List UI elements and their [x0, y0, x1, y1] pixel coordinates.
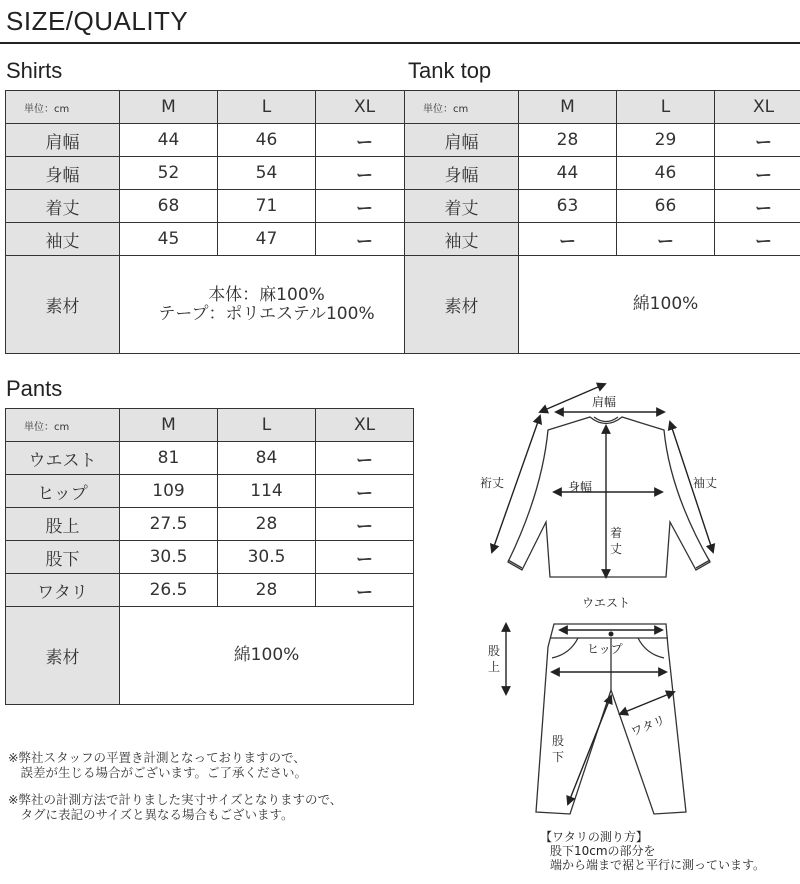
table-row	[405, 157, 800, 190]
column-header: XL	[316, 91, 414, 124]
material-row	[405, 256, 800, 354]
measurement-diagram	[470, 372, 800, 880]
material-value	[120, 607, 414, 705]
table-row	[405, 124, 800, 157]
row-label: 袖丈	[6, 223, 120, 256]
cell-value: 27.5	[120, 508, 218, 541]
cell-value: 45	[120, 223, 218, 256]
cell-value: 66	[617, 190, 715, 223]
cell-value: 30.5	[120, 541, 218, 574]
note-line: 誤差が生じる場合がございます。ご了承ください。	[8, 765, 307, 780]
note-measurement-error	[8, 750, 307, 780]
cell-value: ー	[316, 223, 414, 256]
table-row	[6, 475, 414, 508]
label-thigh: ワタリ	[628, 711, 668, 740]
shirt-outline	[508, 417, 710, 577]
page-title: SIZE/QUALITY	[6, 6, 188, 37]
cell-value: ー	[316, 190, 414, 223]
material-label: 素材	[6, 256, 120, 354]
shirts-size-table	[5, 90, 414, 354]
row-label: 肩幅	[6, 124, 120, 157]
cell-value: 28	[218, 508, 316, 541]
cell-value: ー	[715, 190, 800, 223]
label-rise-bottom: 上	[488, 658, 500, 675]
cell-value: ー	[715, 223, 800, 256]
column-header: M	[519, 91, 617, 124]
unit-label: 単位：cm	[405, 91, 519, 124]
tank-top-title: Tank top	[408, 58, 491, 84]
cell-value: 44	[519, 157, 617, 190]
pants-title: Pants	[6, 376, 62, 402]
material-value	[120, 256, 414, 354]
label-hip: ヒップ	[587, 640, 623, 657]
cell-value: ー	[316, 475, 414, 508]
unit-label: 単位：cm	[6, 409, 120, 442]
row-label: 身幅	[405, 157, 519, 190]
table-row	[405, 223, 800, 256]
thigh-measurement-caption	[540, 830, 765, 872]
cell-value: 71	[218, 190, 316, 223]
cell-value: ー	[316, 574, 414, 607]
column-header: L	[617, 91, 715, 124]
cell-value: ー	[715, 157, 800, 190]
table-row	[405, 190, 800, 223]
row-label: 身幅	[6, 157, 120, 190]
unit-label: 単位：cm	[6, 91, 120, 124]
label-shoulder: 肩幅	[592, 393, 616, 410]
column-header: L	[218, 91, 316, 124]
column-header: XL	[715, 91, 800, 124]
shirts-title: Shirts	[6, 58, 62, 84]
material-line: 綿100%	[519, 295, 800, 314]
column-header: L	[218, 409, 316, 442]
column-header: M	[120, 91, 218, 124]
label-inseam-bottom: 下	[552, 748, 564, 765]
cell-value: ー	[715, 124, 800, 157]
cell-value: ー	[316, 508, 414, 541]
cell-value: 47	[218, 223, 316, 256]
label-sleeve: 袖丈	[693, 474, 717, 491]
table-row	[6, 442, 414, 475]
cell-value: 81	[120, 442, 218, 475]
cell-value: 52	[120, 157, 218, 190]
cell-value: 109	[120, 475, 218, 508]
cell-value: ー	[316, 157, 414, 190]
material-row	[6, 607, 414, 705]
note-line: ※弊社の計測方法で計りました実寸サイズとなりますので、	[8, 792, 342, 807]
note-size-difference	[8, 792, 342, 822]
row-label: 股下	[6, 541, 120, 574]
material-label: 素材	[6, 607, 120, 705]
cell-value: 28	[218, 574, 316, 607]
cell-value: ー	[316, 124, 414, 157]
table-row	[6, 574, 414, 607]
label-yuki: 裄丈	[480, 474, 504, 491]
cell-value: 54	[218, 157, 316, 190]
cell-value: 28	[519, 124, 617, 157]
cell-value: 63	[519, 190, 617, 223]
pants-size-table	[5, 408, 414, 705]
material-row	[6, 256, 414, 354]
row-label: 袖丈	[405, 223, 519, 256]
caption-line: 端から端まで裾と平行に測っています。	[540, 858, 765, 872]
note-line: ※弊社スタッフの平置き計測となっておりますので、	[8, 750, 307, 765]
material-line: 綿100%	[120, 646, 413, 665]
garment-illustration	[470, 372, 800, 880]
row-label: ヒップ	[6, 475, 120, 508]
label-length-top: 着	[610, 524, 622, 541]
label-body-width: 身幅	[568, 478, 592, 495]
row-label: ワタリ	[6, 574, 120, 607]
cell-value: 84	[218, 442, 316, 475]
row-label: 股上	[6, 508, 120, 541]
label-length-bottom: 丈	[610, 540, 622, 557]
row-label: 肩幅	[405, 124, 519, 157]
cell-value: 114	[218, 475, 316, 508]
label-inseam-top: 股	[552, 732, 564, 749]
cell-value: 46	[218, 124, 316, 157]
material-line: テープ：ポリエステル100%	[120, 305, 413, 324]
cell-value: 30.5	[218, 541, 316, 574]
material-label: 素材	[405, 256, 519, 354]
cell-value: ー	[316, 442, 414, 475]
table-row	[6, 190, 414, 223]
note-line: タグに表記のサイズと異なる場合もございます。	[8, 807, 342, 822]
cell-value: 26.5	[120, 574, 218, 607]
column-header: XL	[316, 409, 414, 442]
label-waist: ウエスト	[582, 594, 630, 611]
cell-value: ー	[316, 541, 414, 574]
material-value	[519, 256, 800, 354]
column-header: M	[120, 409, 218, 442]
table-row	[6, 541, 414, 574]
tank-top-size-table	[404, 90, 800, 354]
caption-line: 股下10cmの部分を	[540, 844, 765, 858]
row-label: 着丈	[405, 190, 519, 223]
cell-value: 68	[120, 190, 218, 223]
row-label: 着丈	[6, 190, 120, 223]
caption-line: 【ワタリの測り方】	[540, 830, 765, 844]
cell-value: 46	[617, 157, 715, 190]
label-rise-top: 股	[488, 642, 500, 659]
cell-value: 29	[617, 124, 715, 157]
table-row	[6, 223, 414, 256]
table-row	[6, 508, 414, 541]
cell-value: ー	[617, 223, 715, 256]
material-line: 本体：麻100%	[120, 286, 413, 305]
title-divider	[0, 42, 800, 44]
cell-value: ー	[519, 223, 617, 256]
row-label: ウエスト	[6, 442, 120, 475]
table-row	[6, 157, 414, 190]
table-row	[6, 124, 414, 157]
cell-value: 44	[120, 124, 218, 157]
